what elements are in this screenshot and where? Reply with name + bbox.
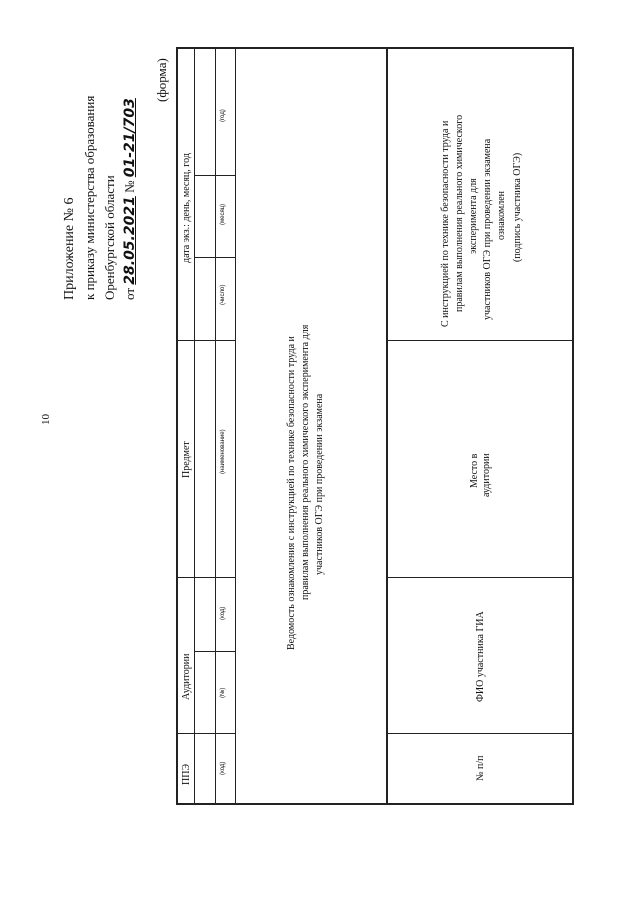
column-place-line2: аудитории xyxy=(481,453,492,497)
sublabel-aud-number: (№) xyxy=(220,687,226,698)
order-reference: к приказу министерства образования xyxy=(82,95,97,300)
number-sign: № xyxy=(122,180,137,193)
statement-title-line1: Ведомость ознакомления с инструкцией по технике безопасности труда и xyxy=(286,336,297,650)
column-place-line1: Место в xyxy=(469,453,480,488)
form-label: (форма) xyxy=(154,58,169,102)
sublabel-year: (год) xyxy=(220,109,226,122)
header-subject: Предмет xyxy=(181,441,192,478)
column-instr-line5: ознакомлен xyxy=(496,190,507,240)
handwritten-date: 28.05.2021 xyxy=(122,196,138,285)
sublabel-ppe-code: (код) xyxy=(220,761,226,775)
header-auditorium: Аудитории xyxy=(181,653,192,700)
column-instr-line6: (подпись участника ОГЭ) xyxy=(512,152,523,262)
handwritten-number: 01-21/703 xyxy=(122,98,138,178)
sublabel-month: (месяц) xyxy=(220,203,226,225)
appendix-title: Приложение № 6 xyxy=(62,197,77,300)
statement-title-line3: участников ОГЭ при проведении экзамена xyxy=(314,393,325,575)
sublabel-day: (число) xyxy=(220,284,226,305)
column-instr-line4: участников ОГЭ при проведении экзамена xyxy=(482,138,493,320)
column-instr-line3: эксперимента для xyxy=(468,178,479,254)
sublabel-subject-name: (наименование) xyxy=(220,429,226,474)
statement-title-line2: правилам выполнения реального химического эксперимента для xyxy=(300,324,311,600)
header-exam-date: дата экз.: день, месяц, год xyxy=(181,153,192,263)
date-prefix: от xyxy=(122,287,137,300)
sublabel-subject-code: (код) xyxy=(220,606,226,620)
column-num: № п/п xyxy=(475,755,486,781)
column-instr-line1: С инструкцией по технике безопасности труда и xyxy=(440,120,451,327)
page-number: 10 xyxy=(40,414,52,425)
region-name: Оренбургской области xyxy=(102,175,117,300)
header-ppe: ППЭ xyxy=(181,763,192,785)
order-date-number xyxy=(122,98,138,300)
column-fio: ФИО участника ГИА xyxy=(475,611,486,702)
column-instr-line2: правилам выполнения реального химического xyxy=(454,114,465,312)
